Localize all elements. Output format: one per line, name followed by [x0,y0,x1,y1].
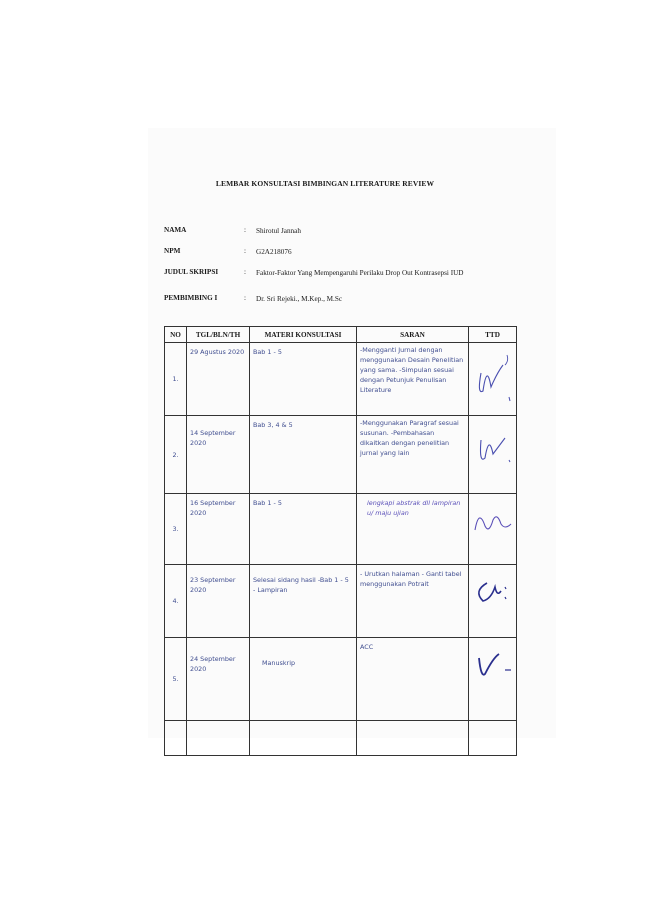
cell-saran: lengkapi abstrak dll lampiran u/ maju ujian [357,494,469,565]
table-header-row [165,327,517,343]
cell-no [165,721,187,756]
cell-date: 14 September 2020 [187,416,250,494]
field-separator: : [244,226,246,234]
cell-ttd [469,565,517,638]
header-ttd: TTD [469,327,517,343]
cell-ttd [469,638,517,721]
cell-ttd [469,416,517,494]
table-row [165,638,517,721]
header-date: TGL/BLN/TH [187,327,250,343]
cell-saran: -Menggunakan Paragraf sesuai susunan. -Pembahasan dikaitkan dengan penelitian jurnal yang lain [357,416,469,494]
header-materi: MATERI KONSULTASI [250,327,357,343]
field-label: PEMBIMBING I [164,294,218,302]
cell-materi: Bab 1 - 5 [250,343,357,416]
field-label: JUDUL SKRIPSI [164,268,219,276]
signature-icon [469,416,517,477]
field-value: Dr. Sri Rejeki., M.Kep., M.Sc [256,295,343,303]
header-saran: SARAN [357,327,469,343]
field-value: G2A218076 [256,248,292,256]
cell-materi: Bab 3, 4 & 5 [250,416,357,494]
cell-no: 1. [165,343,187,416]
consultation-table [164,326,517,756]
signature-icon [469,494,517,556]
cell-saran: ACC [357,638,469,721]
cell-ttd [469,343,517,416]
cell-no: 5. [165,638,187,721]
cell-date [187,721,250,756]
field-value: Shirotul Jannah [256,227,301,235]
table-row [165,565,517,638]
signature-icon [469,638,517,696]
cell-ttd [469,494,517,565]
cell-materi: Selesai sidang hasil -Bab 1 - 5 - Lampiran [250,565,357,638]
field-label: NPM [164,247,181,255]
cell-materi: Bab 1 - 5 [250,494,357,565]
table-row [165,721,517,756]
cell-saran: - Urutkan halaman - Ganti tabel menggunakan Potrait [357,565,469,638]
cell-ttd [469,721,517,756]
cell-materi: Manuskrip [250,638,357,721]
field-label: NAMA [164,226,187,234]
header-no: NO [165,327,187,343]
signature-icon [469,343,517,407]
field-separator: : [244,247,246,255]
field-separator: : [244,268,246,276]
table-row [165,343,517,416]
field-separator: : [244,294,246,302]
cell-no: 2. [165,416,187,494]
table-row [165,416,517,494]
cell-no: 3. [165,494,187,565]
cell-date: 16 September 2020 [187,494,250,565]
cell-date: 23 September 2020 [187,565,250,638]
cell-no: 4. [165,565,187,638]
field-value: Faktor-Faktor Yang Mempengaruhi Perilaku Drop Out Kontrasepsi IUD [256,269,464,277]
cell-materi [250,721,357,756]
cell-date: 29 Agustus 2020 [187,343,250,416]
cell-date: 24 September 2020 [187,638,250,721]
cell-saran [357,721,469,756]
signature-icon [469,565,517,623]
document-title: LEMBAR KONSULTASI BIMBINGAN LITERATURE REVIEW [215,179,435,188]
table-row [165,494,517,565]
cell-saran: -Mengganti Jurnal dengan menggunakan Desain Penelitian yang sama. -Simpulan sesuai dengan Petunjuk Penulisan Literature [357,343,469,416]
